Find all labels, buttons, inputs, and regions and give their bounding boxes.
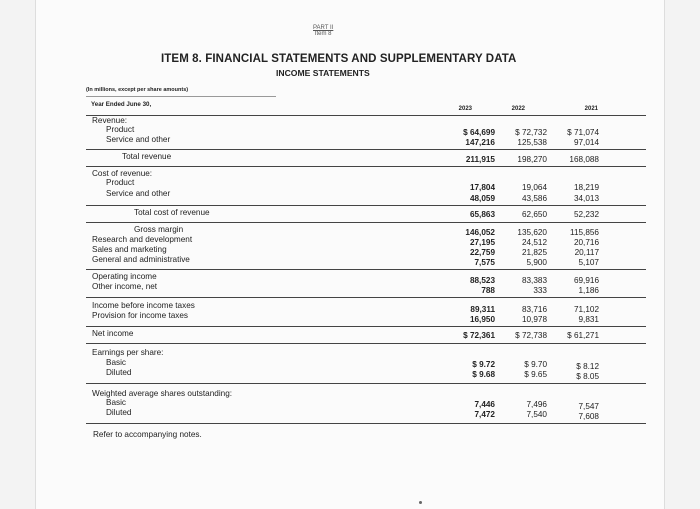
section-eps: Earnings per share: <box>92 348 164 357</box>
cell: 5,107 <box>578 258 599 267</box>
cell: 211,915 <box>465 155 495 164</box>
cell: 27,195 <box>469 238 495 247</box>
year-ended-label: Year Ended June 30, <box>91 101 152 108</box>
row-label: Other income, net <box>92 282 158 291</box>
row-rule <box>86 297 646 298</box>
cell: 20,117 <box>574 248 599 257</box>
statement-title: INCOME STATEMENTS <box>276 68 370 78</box>
cell: 97,014 <box>573 138 599 147</box>
cell: 19,064 <box>521 183 547 192</box>
part-label: PART II <box>313 25 334 31</box>
cell: $ 64,699 <box>463 128 495 137</box>
header-rule <box>86 115 646 116</box>
cell: 17,804 <box>469 183 495 192</box>
row-label: Income before income taxes <box>92 301 195 310</box>
cell: 7,540 <box>526 410 547 419</box>
cell: 43,586 <box>521 194 547 203</box>
cell: $ 72,738 <box>515 331 547 340</box>
units-note: (In millions, except per share amounts) <box>86 87 189 93</box>
cell: 83,383 <box>521 276 547 285</box>
row-label: Operating income <box>92 272 157 281</box>
row-label: Total cost of revenue <box>134 208 210 217</box>
cell: 71,102 <box>573 305 599 314</box>
row-label: Service and other <box>106 135 171 144</box>
cell: 198,270 <box>517 155 547 164</box>
year-header-2023: 2023 <box>458 106 472 112</box>
cell: 20,716 <box>573 238 599 247</box>
cell: $ 71,074 <box>567 128 599 137</box>
section-cost-of-revenue: Cost of revenue: <box>92 169 153 178</box>
cell: $ 72,361 <box>463 331 495 340</box>
row-label: General and administrative <box>92 255 190 264</box>
year-header-2022: 2022 <box>511 106 525 112</box>
cell: 168,088 <box>569 155 599 164</box>
row-rule <box>86 326 646 327</box>
row-rule <box>86 205 646 206</box>
cell: 147,216 <box>465 138 495 147</box>
row-rule <box>86 383 646 384</box>
page-title: ITEM 8. FINANCIAL STATEMENTS AND SUPPLEMENTARY DATA <box>161 53 517 65</box>
cell: 83,716 <box>521 305 547 314</box>
cell: 24,512 <box>521 238 547 247</box>
cell: $ 8.12 <box>576 362 599 371</box>
row-label: Diluted <box>106 368 132 377</box>
cell: 69,916 <box>573 276 599 285</box>
cell: 9,831 <box>578 315 599 324</box>
cell: 135,620 <box>517 228 547 237</box>
cell: 1,186 <box>578 286 599 295</box>
row-label: Provision for income taxes <box>92 311 189 320</box>
section-shares: Weighted average shares outstanding: <box>92 389 233 398</box>
row-rule <box>86 166 646 167</box>
cell: 62,650 <box>521 210 547 219</box>
section-revenue: Revenue: <box>92 116 128 125</box>
cell: 18,219 <box>573 183 599 192</box>
cell: $ 9.65 <box>524 370 547 379</box>
cell: 7,496 <box>526 400 547 409</box>
divider <box>86 96 276 97</box>
cell: 52,232 <box>573 210 599 219</box>
cell: $ 9.70 <box>524 360 547 369</box>
row-label: Product <box>106 125 135 134</box>
item-label: Item 8 <box>314 31 332 37</box>
cell: 65,863 <box>469 210 495 219</box>
cell: 89,311 <box>470 305 495 314</box>
cell: 7,547 <box>578 402 599 411</box>
cell: 7,446 <box>474 400 495 409</box>
cell: 48,059 <box>469 194 495 203</box>
cell: $ 72,732 <box>515 128 547 137</box>
cell: $ 61,271 <box>567 331 599 340</box>
cell: $ 8.05 <box>576 372 599 381</box>
row-label: Basic <box>106 358 127 367</box>
row-label: Research and development <box>92 235 193 244</box>
cell: 125,538 <box>517 138 547 147</box>
part-header <box>313 25 333 37</box>
cell: 34,013 <box>573 194 599 203</box>
cell: 7,575 <box>474 258 495 267</box>
row-rule <box>86 423 646 424</box>
cell: 5,900 <box>526 258 547 267</box>
cell: $ 9.68 <box>472 370 495 379</box>
row-label: Basic <box>106 398 127 407</box>
cell: 10,978 <box>521 315 547 324</box>
row-label: Service and other <box>106 189 171 198</box>
row-rule <box>86 149 646 150</box>
row-label: Net income <box>92 329 134 338</box>
row-label: Sales and marketing <box>92 245 167 254</box>
cell: 7,472 <box>474 410 495 419</box>
cell: 333 <box>533 286 547 295</box>
year-header-2021: 2021 <box>584 106 598 112</box>
row-rule <box>86 269 646 270</box>
cell: 21,825 <box>521 248 547 257</box>
cell: 146,052 <box>465 228 495 237</box>
cell: $ 9.72 <box>472 360 495 369</box>
cell: 22,759 <box>469 248 495 257</box>
row-label: Gross margin <box>134 225 184 234</box>
row-label: Diluted <box>106 408 132 417</box>
cell: 88,523 <box>469 276 495 285</box>
cell: 115,856 <box>570 228 599 237</box>
cell: 788 <box>481 286 495 295</box>
cell: 16,950 <box>469 315 495 324</box>
row-rule <box>86 343 646 344</box>
row-label: Total revenue <box>122 152 172 161</box>
page-dot <box>419 501 422 504</box>
row-label: Product <box>106 178 135 187</box>
row-rule <box>86 222 646 223</box>
cell: 7,608 <box>578 412 599 421</box>
statement-page <box>35 0 665 509</box>
footer-note: Refer to accompanying notes. <box>93 430 202 439</box>
